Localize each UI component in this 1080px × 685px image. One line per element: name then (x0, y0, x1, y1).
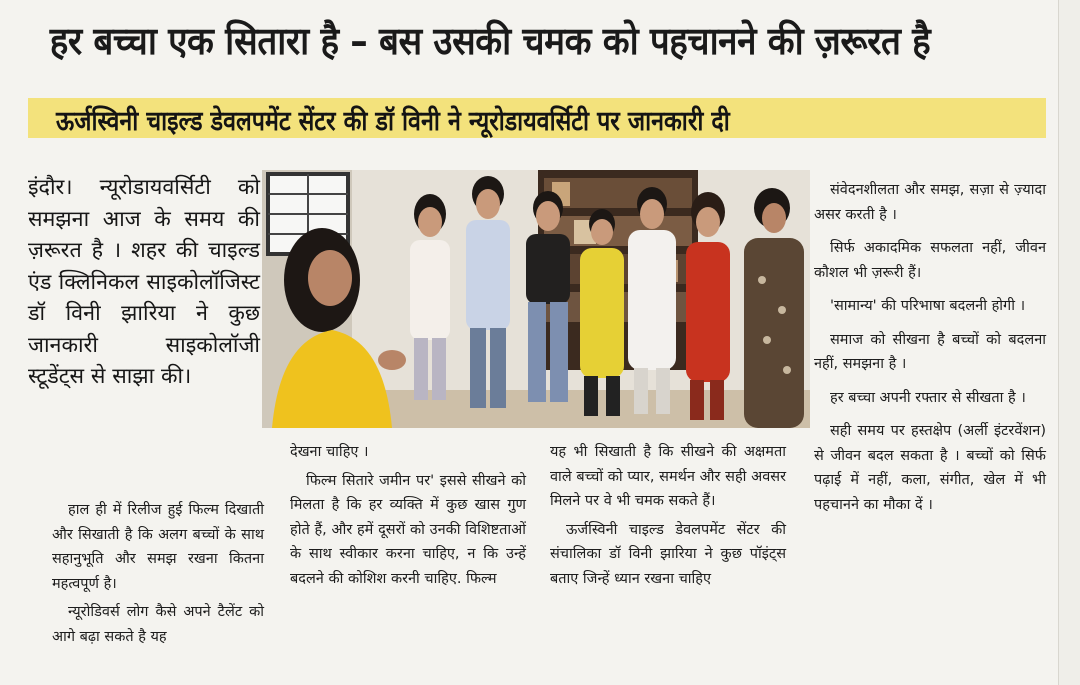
article-photo (262, 170, 810, 428)
col3-paragraph: ऊर्जस्विनी चाइल्ड डेवलपमेंट सेंटर की संचालिका डॉ विनी झारिया ने कुछ पॉइंट्स बताए जिन्हें ध्यान रखना चाहिए (550, 521, 786, 587)
col1-paragraph: न्यूरोडिवर्स लोग कैसे अपने टैलेंट को आगे बढ़ा सकते है यह (52, 604, 264, 645)
column-3 (550, 440, 786, 591)
column-2 (290, 440, 526, 591)
point-item: संवेदनशीलता और समझ, सज़ा से ज़्यादा असर करती है । (814, 182, 1046, 223)
adjacent-article-edge (1058, 0, 1080, 685)
column-4-points (814, 178, 1046, 526)
col1-paragraph: हाल ही में रिलीज हुई फिल्म दिखाती और सिखाती है कि अलग बच्चों के साथ सहानुभूति और समझ रखना कितना महत्वपूर्ण है। (52, 502, 264, 592)
lead-text: इंदौर। न्यूरोडायवर्सिटी को समझना आज के समय की ज़रूरत है । शहर की चाइल्ड एंड क्लिनिकल साइकोलॉजिस्ट डॉ विनी झारिया ने कुछ जानकारी साइकोलॉजी स्टूडेंट्स से साझा की। (28, 175, 260, 389)
point-item: सिर्फ अकादमिक सफलता नहीं, जीवन कौशल भी ज़रूरी हैं। (814, 240, 1046, 281)
photo-illustration (262, 170, 810, 428)
lead-paragraph (28, 172, 260, 393)
col2-paragraph: देखना चाहिए । (290, 444, 369, 460)
point-item: समाज को सीखना है बच्चों को बदलना नहीं, समझना है । (814, 331, 1046, 372)
column-1 (52, 498, 264, 649)
col2-paragraph: फिल्म सितारे जमीन पर' इससे सीखने को मिलता है कि हर व्यक्ति में कुछ खास गुण होते हैं, और हमें दूसरों को उनकी विशिष्टताओं के साथ स्वीकार करना चाहिए, न कि उन्हें बदलने की कोशिश करनी चाहिए. फिल्म (290, 472, 526, 587)
point-item: सही समय पर हस्तक्षेप (अर्ली इंटरवेंशन) से जीवन बदल सकता है । बच्चों को सिर्फ पढ़ाई में नहीं, कला, संगीत, खेल में भी पहचानने का मौका दें । (814, 423, 1046, 513)
point-item: 'सामान्य' की परिभाषा बदलनी होगी । (830, 298, 1026, 314)
point-item: हर बच्चा अपनी रफ्तार से सीखता है । (830, 389, 1026, 406)
article-subheadline: ऊर्जस्विनी चाइल्ड डेवलपमेंट सेंटर की डॉ विनी ने न्यूरोडायवर्सिटी पर जानकारी दी (56, 106, 730, 137)
article-headline: हर बच्चा एक सितारा है – बस उसकी चमक को पहचानने की ज़रूरत है (49, 19, 931, 63)
col3-paragraph: यह भी सिखाती है कि सीखने की अक्षमता वाले बच्चों को प्यार, समर्थन और सही अवसर मिलने पर वे भी चमक सकते हैं। (550, 444, 786, 509)
